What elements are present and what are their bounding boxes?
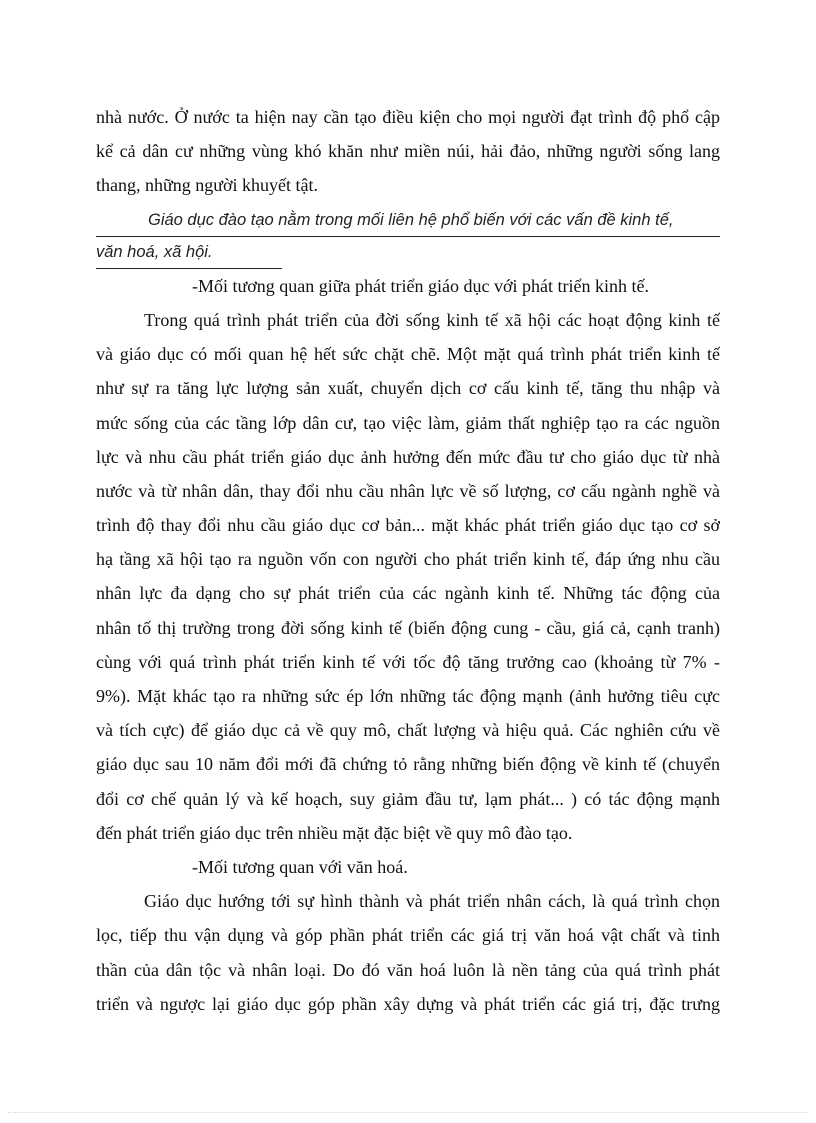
subheading-economy: -Mối tương quan giữa phát triển giáo dục với phát triển kinh tế. [192,275,649,296]
text-line: đổi cơ chế quản lý và kế hoạch, suy giảm đầu tư, lạm phát... ) có tác động mạnh [96,788,720,809]
text-line: trình độ thay đổi nhu cầu giáo dục cơ bản... mặt khác phát triển giáo dục tạo cơ sở [96,515,720,536]
text-line: nước và từ nhân dân, thay đổi nhu cầu nhân lực về số lượng, cơ cấu ngành nghề và [96,480,720,501]
section-heading-line: Giáo dục đào tạo nằm trong mối liên hệ phổ biến với các vấn đề kinh tế, [96,203,720,237]
text-line: thang, những người khuyết tật. [96,175,319,196]
paragraph-economy [96,303,720,850]
paragraph-culture [96,884,720,1021]
text-line: Giáo dục hướng tới sự hình thành và phát triển nhân cách, là quá trình chọn [144,891,720,912]
text-line: mức sống của các tầng lớp dân cư, tạo việc làm, giảm thất nghiệp tạo ra các nguồn [96,412,720,433]
text-line: và tích cực) để giáo dục cả về quy mô, chất lượng và hiệu quả. Các nghiên cứu về [96,720,720,741]
text-line: lực và nhu cầu phát triển giáo dục ảnh hưởng đến mức đầu tư cho giáo dục từ nhà [96,446,720,467]
text-line: hạ tầng xã hội tạo ra nguồn vốn con người cho phát triển kinh tế, đáp ứng nhu cầu [96,549,720,570]
text-line: đến phát triển giáo dục trên nhiều mặt đặc biệt về quy mô đào tạo. [96,822,573,843]
text-line: nhân lực đa dạng cho sự phát triển của các ngành kinh tế. Những tác động của [96,583,720,604]
text-line: thần của dân tộc và nhân loại. Do đó văn hoá luôn là nền tảng của quá trình phát [96,959,720,980]
text-line: lọc, tiếp thu vận dụng và góp phần phát triển các giá trị văn hoá vật chất và tinh [96,925,720,946]
text-line: Trong quá trình phát triển của đời sống kinh tế xã hội các hoạt động kinh tế [144,309,720,330]
text-line: giáo dục sau 10 năm đổi mới đã chứng tỏ rằng những biến động về kinh tế (chuyển [96,754,720,775]
text-line: triển và ngược lại giáo dục góp phần xây dựng và phát triển các giá trị, đặc trưng [96,993,720,1014]
page-bottom-divider [8,1112,808,1113]
subheading-culture: -Mối tương quan với văn hoá. [192,856,408,877]
section-heading-line: văn hoá, xã hội. [96,237,282,269]
text-line: nhà nước. Ở nước ta hiện nay cần tạo điều kiện cho mọi người đạt trình độ phổ cập [96,107,720,127]
text-line: và giáo dục có mối quan hệ hết sức chặt chẽ. Một mặt quá trình phát triển kinh tế [96,344,720,365]
document-body [96,100,720,1021]
text-line: 9%). Mặt khác tạo ra những sức ép lớn những tác động mạnh (ảnh hưởng tiêu cực [96,686,720,706]
paragraph-intro [96,100,720,203]
text-line: như sự ra tăng lực lượng sản xuất, chuyển dịch cơ cấu kinh tế, tăng thu nhập và [96,378,720,399]
text-line: kể cả dân cư những vùng khó khăn như miền núi, hải đảo, những người sống lang [96,141,720,162]
section-heading [96,203,720,269]
text-line: nhân tố thị trường trong đời sống kinh tế (biến động cung - cầu, giá cả, cạnh tranh) [96,617,720,638]
text-line: cùng với quá trình phát triển kinh tế với tốc độ tăng trưởng cao (khoảng từ 7% - [96,651,720,672]
